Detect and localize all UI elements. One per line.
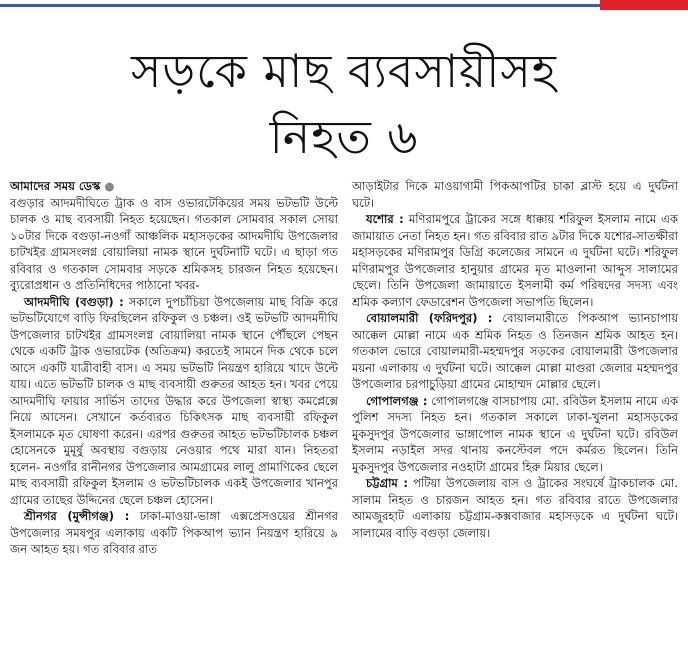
dateline-boalmari: বোয়ালমারী (ফরিদপুর) : <box>366 311 493 325</box>
boalmari-paragraph <box>352 310 678 393</box>
adamdighi-paragraph <box>10 294 338 509</box>
top-rule-red-accent <box>600 0 688 10</box>
jessore-text: মণিরামপুরে ট্রাকের সঙ্গে ধাক্কায় শরিফুল ইসলাম নামে এক জামায়াত নেতা নিহত হন। গত রবিবার রাত ৯টার দিকে যশোর-সাতক্ষীরা মহাসড়কের মণিরামপুর ডিগ্রি কলেজের সামনে এ দুর্ঘটনা ঘটে। শরিফুল মণিরামপুর উপজেলার হানুয়ার গ্রামের মৃত মাওলানা আব্দুস সালামের ছেলে। তিনি উপজেলা জামায়াতে ইসলামী কর্ম পরিষদের সদস্য এবং শ্রমিক কল্যাণ ফেডারেশন উপজেলা সভাপতি ছিলেন। <box>352 212 678 309</box>
sreenagar-paragraph <box>10 508 338 558</box>
jessore-paragraph <box>352 211 678 310</box>
byline: আমাদের সময় ডেস্ক ● <box>10 179 115 193</box>
left-column <box>10 178 338 558</box>
dateline-chattogram: চট্টগ্রাম : <box>366 476 408 490</box>
boalmari-text: বোয়ালমারীতে পিকআপ ভ্যানচাপায় আক্কেল মোল্লা নামে এক শ্রমিক নিহত ও তিনজন শ্রমিক আহত হন। গতকাল ভোরে বোয়ালমারী-মহম্মদপুর সড়কের বোয়ালমারী উপজেলার ময়না এলাকায় এ দুর্ঘটনা ঘটে। আক্কেল মোল্লা মাগুরা জেলার মহম্মদপুর উপজেলার চরপাচুড়িয়া গ্রামের মোহাম্মদ মোল্লার ছেলে। <box>352 311 678 391</box>
top-rule-blue <box>0 4 600 7</box>
adamdighi-text: সকালে দুপচাঁচিয়া উপজেলায় মাছ বিক্রি করে ভটভটিযোগে বাড়ি ফিরছিলেন রফিকুল ও চঞ্চল। ওই ভটভটি আদমদীঘি উপজেলার চাটখইর গ্রামসংলগ্ন বোয়ালিয়া নামক স্থানে পৌঁছলে পেছন থেকে একটি ট্রাক ওভারটেক (অতিক্রম) করতেই সামনে দিক থেকে চলে আসে একটি যাত্রীবাহী বাস। এ সময় ভটভটি নিয়ন্ত্রণ হারিয়ে খাদে উল্টে যায়। এতে ভটভটি চালক ও মাছ ব্যবসায়ী গুরুতর আহত হন। খবর পেয়ে আদমদীঘি ফায়ার সার্ভিস তাদের উদ্ধার করে উপজেলা স্বাস্থ্য কমপ্লেক্সে নিয়ে আসেন। সেখানে কর্তব্যরত চিকিৎসক মাছ ব্যবসায়ী রফিকুল ইসলামকে মৃত ঘোষণা করেন। এরপর গুরুতর আহত ভটভটিচালক চঞ্চল হোসেনকে মুমূর্ষু অবস্থায় বগুড়ায় নেওয়ার পথে মারা যান। নিহতরা হলেন- নওগাঁর রানীনগর উপজেলার আমগ্রামের লালু প্রামাণিকের ছেলে মাছ ব্যবসায়ী রফিকুল ইসলাম ও ভটভটিচালক একই উপজেলার খানপুর গ্রামের তাছের উদ্দিনের ছেলে চঞ্চল হোসেন। <box>10 294 338 507</box>
dateline-gopalganj: গোপালগঞ্জ : <box>366 393 428 408</box>
right-column <box>352 178 678 541</box>
chattogram-paragraph <box>352 475 678 541</box>
headline-line-1: সড়কে মাছ ব্যবসায়ীসহ <box>131 44 557 98</box>
chattogram-text: পটিয়া উপজেলায় বাস ও ট্রাকের সংঘর্ষে ট্রাকচালক মো. সালাম নিহত ও চারজন আহত হন। গত রবিবার রাতে উপজেলার আমজুরহাট এলাকায় চট্টগ্রাম-কক্সবাজার মহাসড়কে এ দুর্ঘটনা ঘটে। সালামের বাড়ি বগুড়া জেলায়। <box>352 476 678 540</box>
dateline-sreenagar: শ্রীনগর (মুন্সীগঞ্জ) : <box>24 509 130 523</box>
sreenagar-text: ঢাকা-মাওয়া-ভাঙ্গা এক্সপ্রেসওয়ের শ্রীনগর উপজেলার সমষপুর এলাকায় একটি পিকআপ ভ্যান নিয়ন্ত্রণ হারিয়ে ৯ জন আহত হয়। গত রবিবার রাত <box>10 509 338 556</box>
gopalganj-paragraph <box>352 393 678 476</box>
headline-line-2: নিহত ৬ <box>269 110 419 164</box>
top-rule <box>0 0 688 10</box>
headline <box>0 38 688 170</box>
dateline-jessore: যশোর : <box>366 212 404 226</box>
intro-paragraph: বগুড়ার আদমদীঘিতে ট্রাক ও বাস ওভারটেকিয়ের সময় ভটভটি উল্টে চালক ও মাছ ব্যবসায়ী নিহত হয়েছেন। গতকাল সোমবার সকাল সোয়া ১০টার দিকে বগুড়া-নওগাঁ আঞ্চলিক মহাসড়কের আদমদীঘি উপজেলার চাটখইর গ্রামসংলগ্ন বোয়ালিয়া নামক স্থানে দুর্ঘটনাটি ঘটে। এ ছাড়া গত রবিবার ও গতকাল সোমবার সড়কে শ্রমিকসহ চারজন নিহত হয়েছেন। ব্যুরোপ্রধান ও প্রতিনিধিদের পাঠানো খবর- <box>10 195 338 292</box>
dateline-adamdighi: আদমদীঘি (বগুড়া) : <box>24 294 124 309</box>
gopalganj-text: গোপালগঞ্জে বাসচাপায় মো. রবিউল ইসলাম নামে এক পুলিশ সদস্য নিহত হন। গতকাল সকালে ঢাকা-খুলনা মহাসড়কের মুকসুদপুর উপজেলার ভাঙ্গাপোল নামক স্থানে এ দুর্ঘটনা ঘটে। রবিউল ইসলাম নড়াইল সদর থানায় কনস্টেবল পদে কর্মরত ছিলেন। তিনি মুকসুদপুর উপজেলার নওহাটা গ্রামের হিরু মিয়ার ছেলে। <box>352 393 679 474</box>
bullet-dot: ● <box>104 179 115 193</box>
sreenagar-continued: আড়াইটার দিকে মাওয়াগামী পিকআপটির চাকা ব্লাস্ট হয়ে এ দুর্ঘটনা ঘটে। <box>352 179 678 210</box>
